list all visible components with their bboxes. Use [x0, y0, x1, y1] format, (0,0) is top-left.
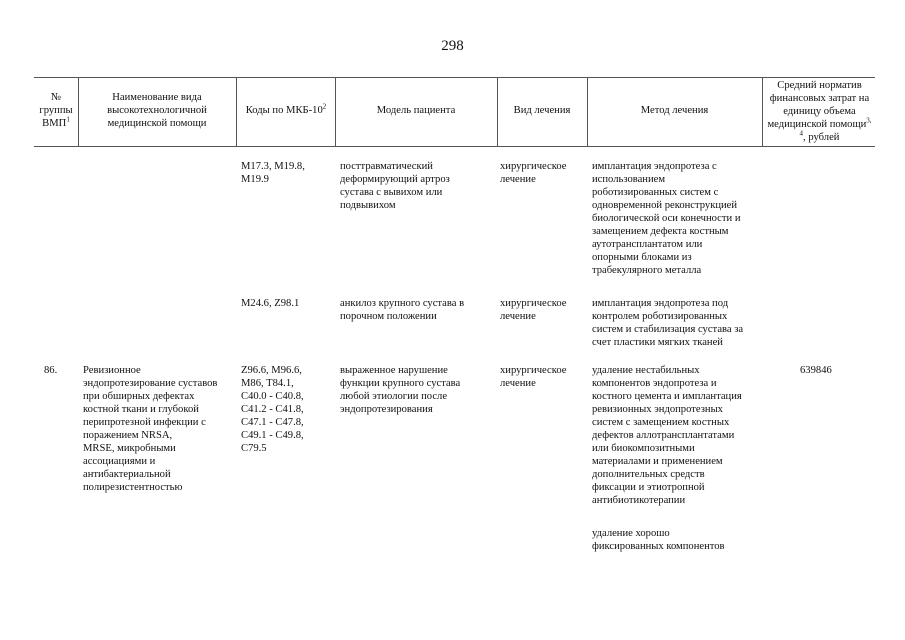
header-icd-codes: Коды по МКБ-$10^2$: [245, 102, 327, 116]
header-patient-model: Модель пациента: [376, 105, 456, 116]
treatment-type-cell: хирургическое лечение: [500, 161, 567, 185]
icd-codes-cell: Z96.6, M96.6, M86, T84.1, C40.0 - C40.8, C41.2 - C41.8, C47.1 - C47.8, C49.1 - C49.8, C79.5: [241, 365, 304, 454]
icd-codes-cell: M24.6, Z98.1: [241, 298, 300, 309]
treatment-type-cell: хирургическое лечение: [500, 298, 567, 322]
average-cost-cell: 639846: [800, 365, 832, 376]
icd-codes-cell: M17.3, M19.8, M19.9: [241, 161, 305, 185]
group-number-cell: 86.: [44, 365, 58, 376]
header-divider: [762, 77, 763, 146]
patient-model-cell: выраженное нарушение функции крупного сустава любой этиологии после эндопротезирования: [340, 365, 461, 415]
header-divider: [587, 77, 588, 146]
care-type-cell: Ревизионное эндопротезирование суставов при обширных дефектах костной ткани и глубокой перипротезной инфекции с поражением NRSA, MRSE, микробными ассоциациями и антибактериальной полирезистентностью: [83, 365, 218, 493]
treatment-method-cell: удаление нестабильных компонентов эндопротеза и костного цемента и имплантация ревизионных эндопротезных систем с замещением костных дефектов аллотрансплантатами или биокомпозитными материалами и применением дополнительных средств фиксации и этиотропной антибиотикотерапии: [592, 365, 742, 506]
treatment-method-cell: имплантация эндопротеза с использованием роботизированных систем с одновременной реконструкцией биологической оси конечности и замещением дефекта костным аутотрансплантатом или опорными блоками из трабекулярного металла: [592, 161, 741, 276]
header-divider: [78, 77, 79, 146]
header-treatment-type: Вид лечения: [513, 105, 571, 116]
treatment-method-extra-cell: удаление хорошо фиксированных компонентов: [592, 528, 725, 552]
header-treatment-method: Метод лечения: [640, 105, 709, 116]
treatment-type-cell: хирургическое лечение: [500, 365, 567, 389]
header-divider: [335, 77, 336, 146]
table-top-border: [34, 77, 875, 78]
header-average-cost: Средний норматив финансовых затрат на единицу объема медицинской помощи$^{3, 4}$, рублей: [767, 80, 872, 143]
patient-model-cell: анкилоз крупного сустава в порочном положении: [340, 298, 465, 322]
header-care-type: Наименование вида высокотехнологичной медицинской помощи: [107, 92, 207, 129]
patient-model-cell: посттравматический деформирующий артроз сустава с вывихом или подвывихом: [340, 161, 450, 211]
treatment-method-cell: имплантация эндопротеза под контролем роботизированных систем и стабилизация сустава за счет пластики мягких тканей: [592, 298, 744, 348]
header-divider: [497, 77, 498, 146]
page-number: 298: [441, 38, 464, 54]
table-header-bottom-border: [34, 146, 875, 147]
header-divider: [236, 77, 237, 146]
header-group-number: № группы ВМП$^1$: [39, 92, 73, 129]
